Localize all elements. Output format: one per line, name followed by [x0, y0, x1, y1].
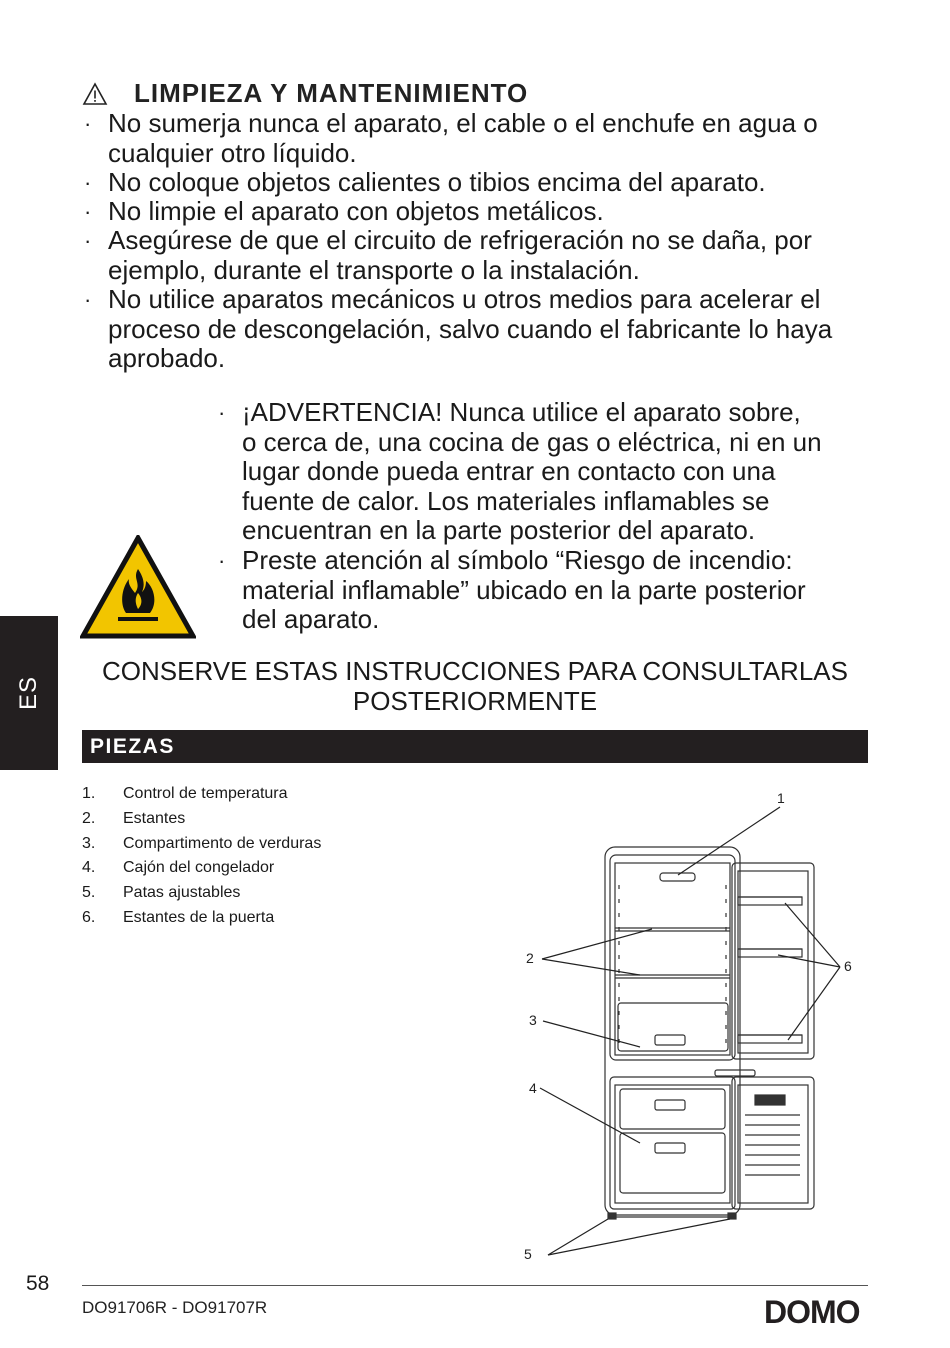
bullet-marker: · [84, 111, 92, 136]
model-numbers: DO91706R - DO91707R [82, 1298, 268, 1317]
bullet-marker: · [218, 548, 226, 573]
list-item [84, 167, 868, 198]
fridge-cabinet [605, 847, 740, 1215]
fridge-door [732, 863, 814, 1059]
bullet-text: No sumerja nunca el aparato, el cable o el enchufe en agua o cualquier otro líquido. [108, 108, 818, 168]
bullet-text: No coloque objetos calientes o tibios encima del aparato. [108, 167, 766, 197]
callout-1: 1 [777, 790, 785, 806]
warning-triangle-icon [82, 82, 108, 106]
list-item [218, 397, 862, 546]
section-heading-text: LIMPIEZA Y MANTENIMIENTO [134, 78, 529, 108]
callout-2: 2 [526, 950, 534, 966]
bullet-marker: · [84, 199, 92, 224]
fridge-parts-diagram [500, 785, 870, 1270]
callout-6: 6 [844, 958, 852, 974]
list-item [84, 284, 868, 374]
bullet-text: Preste atención al símbolo “Riesgo de incendio: material inflamable” ubicado en la parte posterior del aparato. [242, 545, 806, 634]
bullet-marker: · [84, 287, 92, 312]
parts-section-bar: PIEZAS [82, 730, 868, 763]
list-item [84, 108, 868, 168]
section-heading [82, 78, 528, 109]
flammable-warning-sign-icon [80, 535, 196, 639]
list-item [84, 196, 868, 227]
bullet-text: Asegúrese de que el circuito de refrigeración no se daña, por ejemplo, durante el transporte o la instalación. [108, 225, 812, 285]
footer-divider [82, 1285, 868, 1286]
bullet-text: No limpie el aparato con objetos metálicos. [108, 196, 604, 226]
bullet-marker: · [218, 400, 226, 425]
language-label: ES [14, 675, 42, 711]
bullet-text: ¡ADVERTENCIA! Nunca utilice el aparato sobre, o cerca de, una cocina de gas o eléctrica, ni en un lugar donde pueda entrar en contacto con una fuente de calor. Los materiales inflamables se encuentran en la parte posterior del aparato. [242, 397, 822, 545]
temperature-control [660, 873, 695, 881]
page-number: 58 [26, 1272, 50, 1295]
bullet-marker: · [84, 170, 92, 195]
callout-4: 4 [529, 1080, 537, 1096]
callout-5: 5 [524, 1246, 532, 1262]
bullet-marker: · [84, 228, 92, 253]
list-item [84, 225, 868, 285]
freezer-drawer-top [620, 1089, 725, 1129]
list-item [218, 545, 862, 635]
language-side-tab [0, 616, 58, 770]
vegetable-compartment [618, 1003, 728, 1051]
callout-3: 3 [529, 1012, 537, 1028]
freezer-drawer-bottom [620, 1133, 725, 1193]
keep-instructions-notice: CONSERVE ESTAS INSTRUCCIONES PARA CONSULTARLAS POSTERIORMENTE [102, 656, 848, 716]
brand-logo: DOMO [764, 1294, 860, 1330]
bullet-text: No utilice aparatos mecánicos u otros medios para acelerar el proceso de descongelación, salvo cuando el fabricante lo haya aprobado. [108, 284, 833, 373]
